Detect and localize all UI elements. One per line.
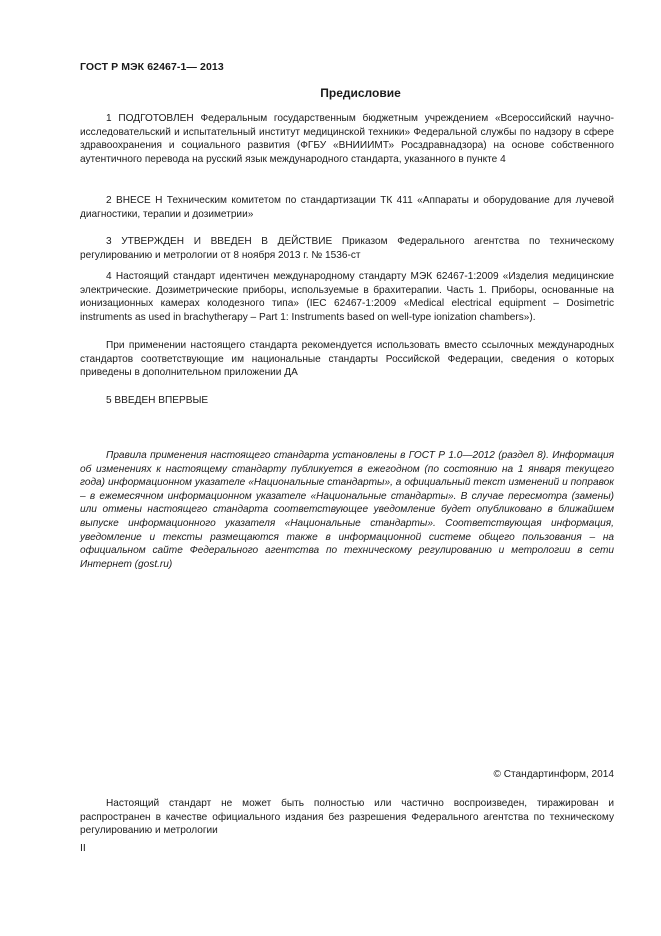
paragraph-application-rules: Правила применения настоящего стандарта установлены в ГОСТ Р 1.0—2012 (раздел 8). Информация об изменениях к настоящему стандарту публикуется в ежегодном (по состоянию на 1 января текущего года) информационном указателе «Национальные стандарты», а официальный текст изменений и поправок – в ежемесячном информационном указателе «Национальные стандарты». В случае пересмотра (замены) или отмены настоящего стандарта соответствующее уведомление будет опубликовано в ближайшем выпуске информационного указателя «Национальные стандарты». Соответствующая информация, уведомление и тексты размещаются также в информационной системе общего пользования – на официальном сайте Федерального агентства по техническому регулированию и метрологии в сети Интернет (gost.ru) [80,450,614,570]
document-code-header: ГОСТ Р МЭК 62467-1— 2013 [80,61,224,73]
copyright-line: © Стандартинформ, 2014 [493,769,614,780]
paragraph-introduced: 2 ВНЕСЕ Н Техническим комитетом по стандартизации ТК 411 «Аппараты и оборудование для лучевой диагностики, терапии и дозиметрии» [80,195,614,220]
page-number: II [80,842,86,854]
reproduction-notice: Настоящий стандарт не может быть полностью или частично воспроизведен, тиражирован и распространен в качестве официального издания без разрешения Федерального агентства по техническому регулированию и метрологии [80,798,614,837]
paragraph-identical-standard: 4 Настоящий стандарт идентичен международному стандарту МЭК 62467-1:2009 «Изделия медицинские электрические. Дозиметрические приборы, используемые в брахитерапии. Часть 1. Приборы, основанные на ионизационных камерах колодезного типа» (IEC 62467-1:2009 «Medical electrical equipment – Dosimetric instruments as used in brachytherapy – Part 1: Instruments based on well-type ionization chambers»). [80,271,614,323]
paragraph-approved: 3 УТВЕРЖДЕН И ВВЕДЕН В ДЕЙСТВИЕ Приказом Федерального агентства по техническому регулированию и метрологии от 8 ноября 2013 г. № 1536-ст [80,236,614,261]
paragraph-first-introduced: 5 ВВЕДЕН ВПЕРВЫЕ [106,395,209,406]
paragraph-prepared: 1 ПОДГОТОВЛЕН Федеральным государственным бюджетным учреждением «Всероссийский научно-исследовательский и испытательный институт медицинской техники» Федеральной службы по надзору в сфере здравоохранения и социального развития (ФГБУ «ВНИИИМТ» Росздравнадзора) на основе собственного аутентичного перевода на русский язык международного стандарта, указанного в пункте 4 [80,113,614,165]
page-title: Предисловие [320,86,401,100]
paragraph-references: При применении настоящего стандарта рекомендуется использовать вместо ссылочных международных стандартов соответствующие им национальные стандарты Российской Федерации, сведения о которых приведены в дополнительном приложении ДА [80,340,614,379]
